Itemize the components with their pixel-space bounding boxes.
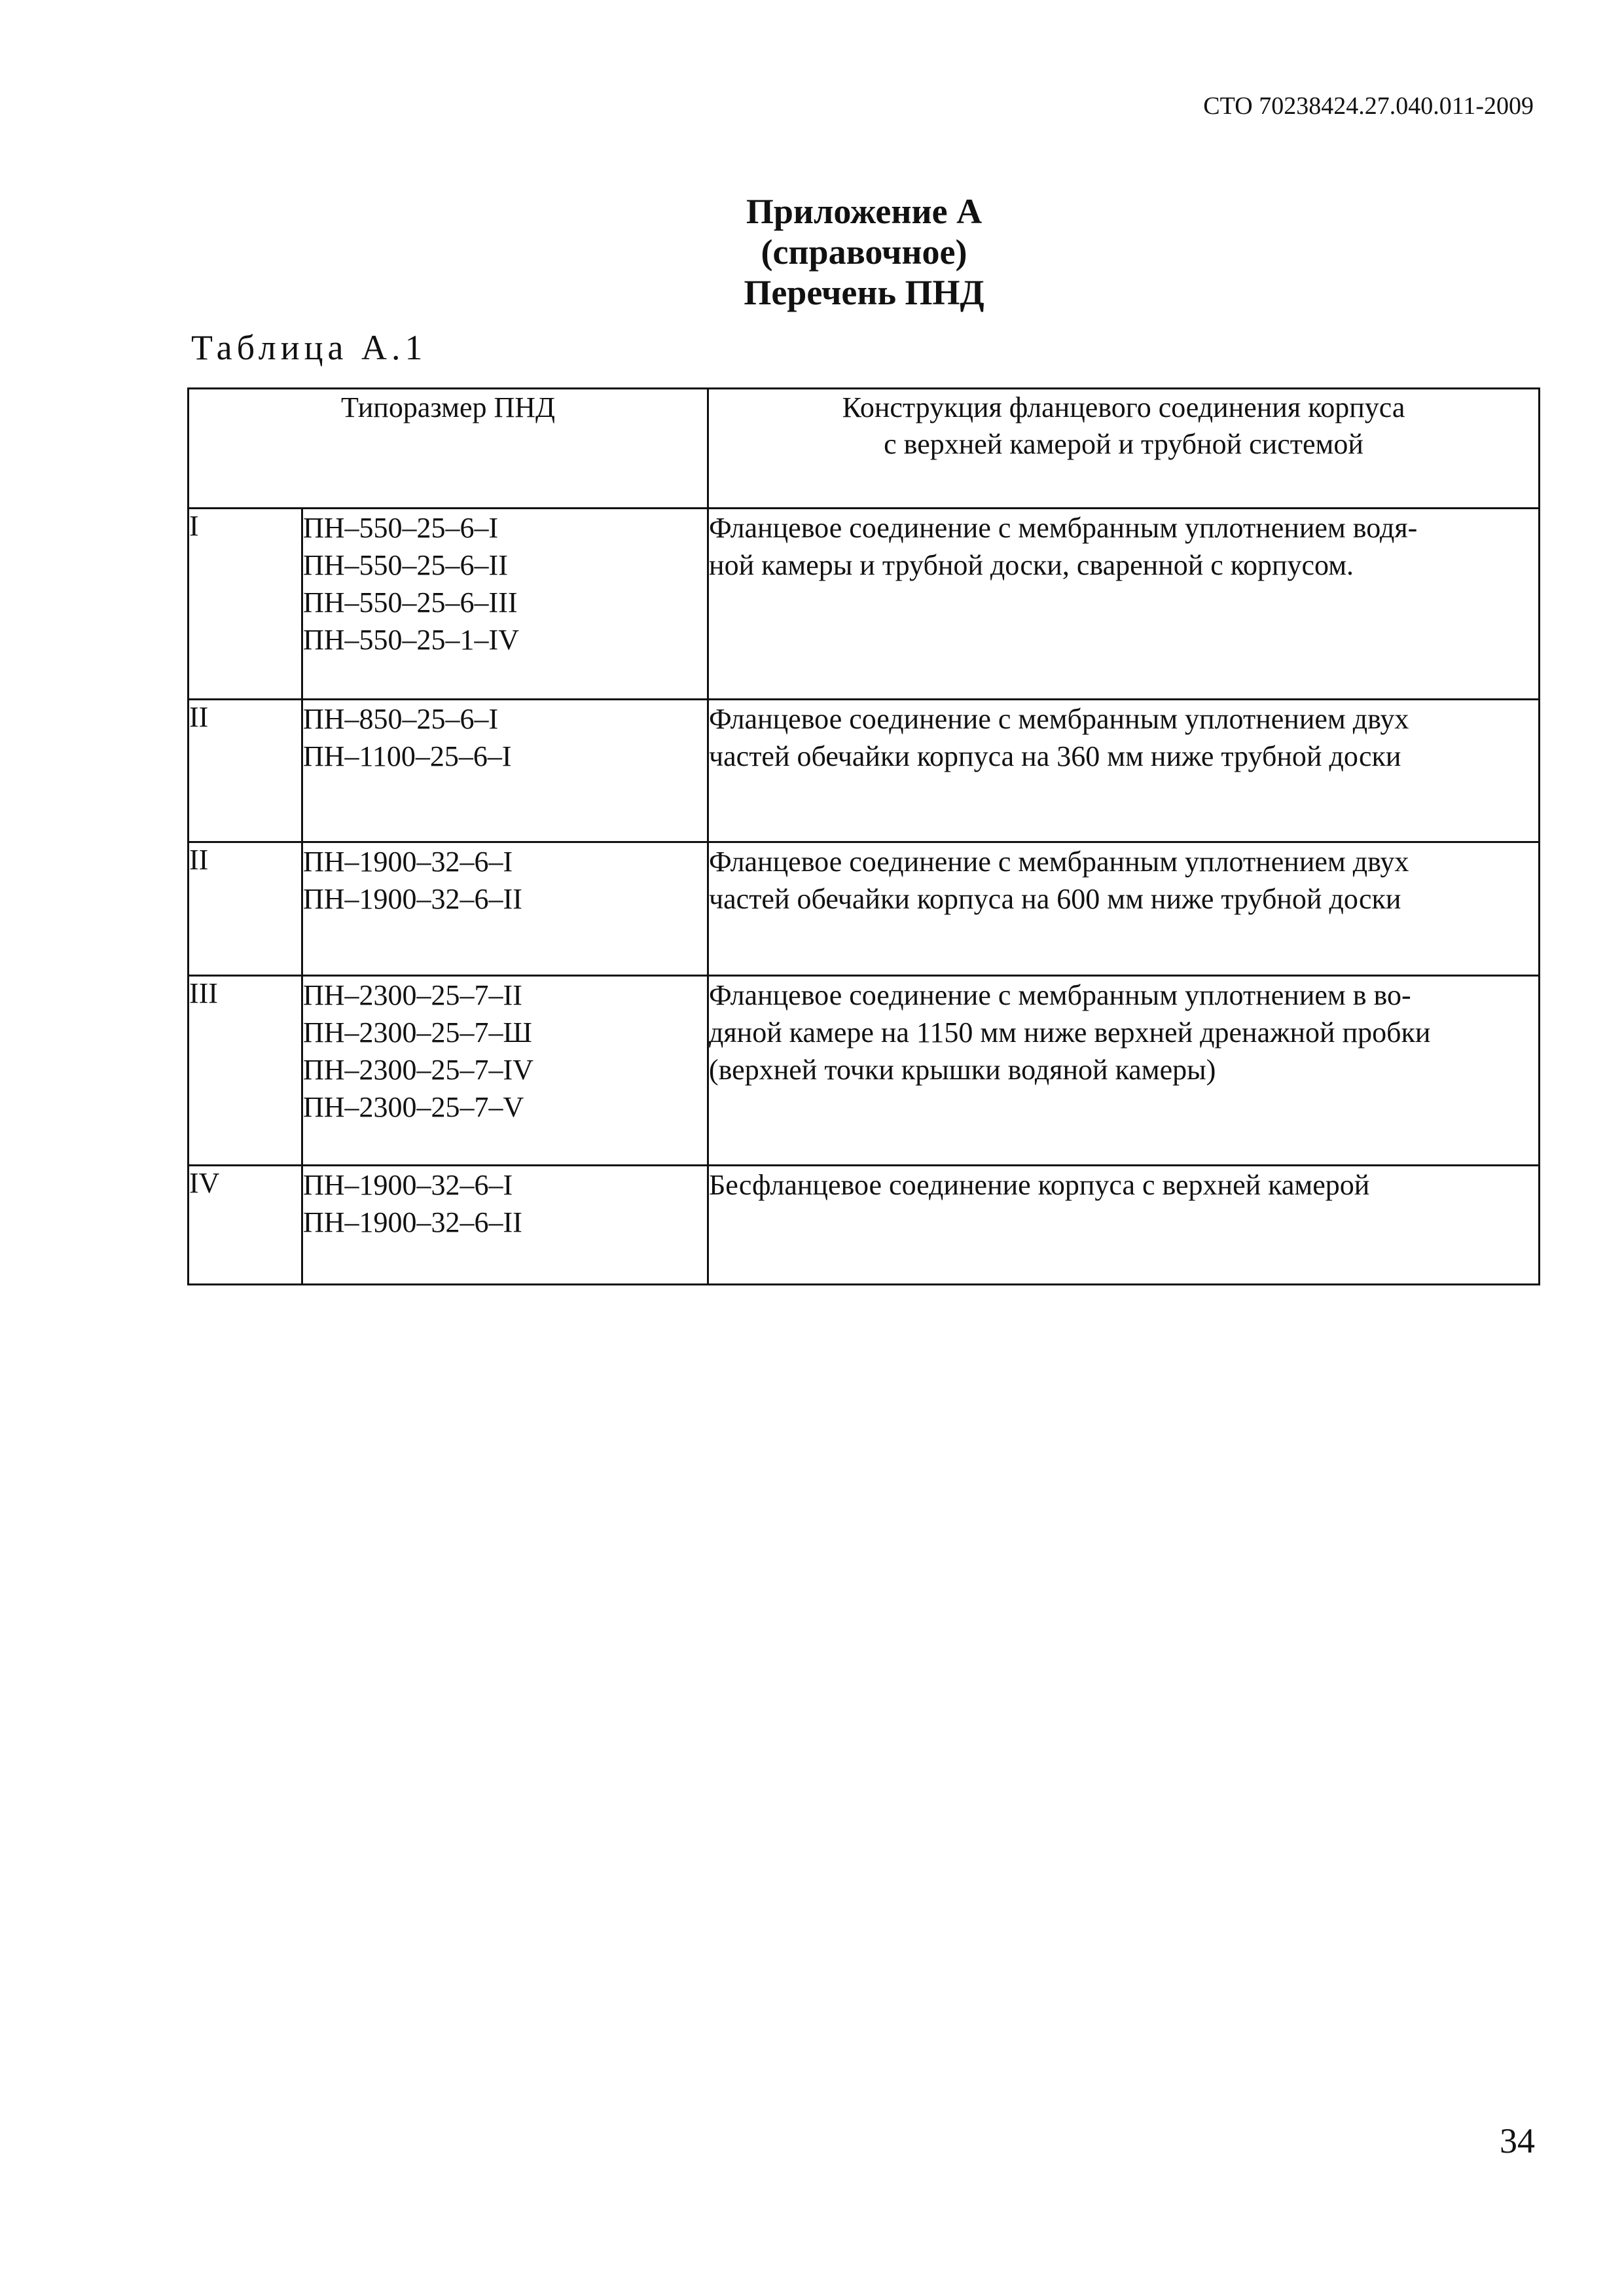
model-name: ПН–1900–32–6–II (303, 1206, 522, 1238)
document-code: СТО 70238424.27.040.011-2009 (1203, 92, 1534, 120)
description-cell (708, 509, 1540, 700)
description-line: (верхней точки крышки водяной камеры) (709, 1054, 1216, 1086)
table-header-row (189, 389, 1540, 509)
column-header-construction (708, 389, 1540, 509)
description-line: Фланцевое соединение с мембранным уплотнением двух (709, 703, 1409, 735)
model-name: ПН–550–25–6–I (303, 512, 499, 544)
table-row (189, 700, 1540, 842)
column-header-construction-line: Конструкция фланцевого соединения корпуса (842, 391, 1405, 423)
description-cell (708, 976, 1540, 1166)
model-name: ПН–550–25–1–IV (303, 624, 519, 656)
group-cell: III (189, 976, 302, 1166)
page-number: 34 (1500, 2121, 1535, 2161)
model-name: ПН–2300–25–7–V (303, 1091, 524, 1123)
column-header-construction-line: с верхней камерой и трубной системой (884, 428, 1363, 460)
model-name: ПН–850–25–6–I (303, 703, 499, 735)
group-cell: II (189, 700, 302, 842)
model-name: ПН–550–25–6–II (303, 549, 508, 581)
appendix-heading (707, 191, 1021, 313)
description-line: частей обечайки корпуса на 600 мм ниже трубной доски (709, 883, 1401, 915)
description-line: ной камеры и трубной доски, сваренной с корпусом. (709, 549, 1354, 581)
models-cell (302, 509, 708, 700)
group-cell: I (189, 509, 302, 700)
table-row (189, 976, 1540, 1166)
model-name: ПН–2300–25–7–II (303, 979, 522, 1011)
description-line: дяной камере на 1150 мм ниже верхней дренажной пробки (709, 1016, 1431, 1049)
models-cell (302, 1166, 708, 1285)
model-name: ПН–1900–32–6–I (303, 846, 513, 878)
model-name: ПН–550–25–6–III (303, 586, 518, 619)
description-cell (708, 1166, 1540, 1285)
column-header-size: Типоразмер ПНД (189, 389, 708, 509)
description-line: Фланцевое соединение с мембранным уплотнением двух (709, 846, 1409, 878)
appendix-title: Приложение А (746, 192, 983, 231)
pnd-table (187, 387, 1540, 1285)
model-name: ПН–1900–32–6–I (303, 1169, 513, 1201)
appendix-subject: Перечень ПНД (744, 273, 984, 312)
description-cell (708, 700, 1540, 842)
models-cell (302, 842, 708, 976)
model-name: ПН–1900–32–6–II (303, 883, 522, 915)
description-line: Бесфланцевое соединение корпуса с верхней камерой (709, 1169, 1370, 1201)
group-cell: II (189, 842, 302, 976)
model-name: ПН–1100–25–6–I (303, 740, 512, 772)
description-line: Фланцевое соединение с мембранным уплотнением водя- (709, 512, 1418, 544)
description-line: частей обечайки корпуса на 360 мм ниже трубной доски (709, 740, 1401, 772)
description-cell (708, 842, 1540, 976)
group-cell: IV (189, 1166, 302, 1285)
models-cell (302, 976, 708, 1166)
table-row (189, 1166, 1540, 1285)
model-name: ПН–2300–25–7–IV (303, 1054, 533, 1086)
table-row (189, 842, 1540, 976)
table-row (189, 509, 1540, 700)
model-name: ПН–2300–25–7–Ш (303, 1016, 532, 1049)
appendix-type: (справочное) (761, 232, 967, 272)
table-caption: Таблица А.1 (191, 328, 427, 367)
description-line: Фланцевое соединение с мембранным уплотнением в во- (709, 979, 1411, 1011)
models-cell (302, 700, 708, 842)
